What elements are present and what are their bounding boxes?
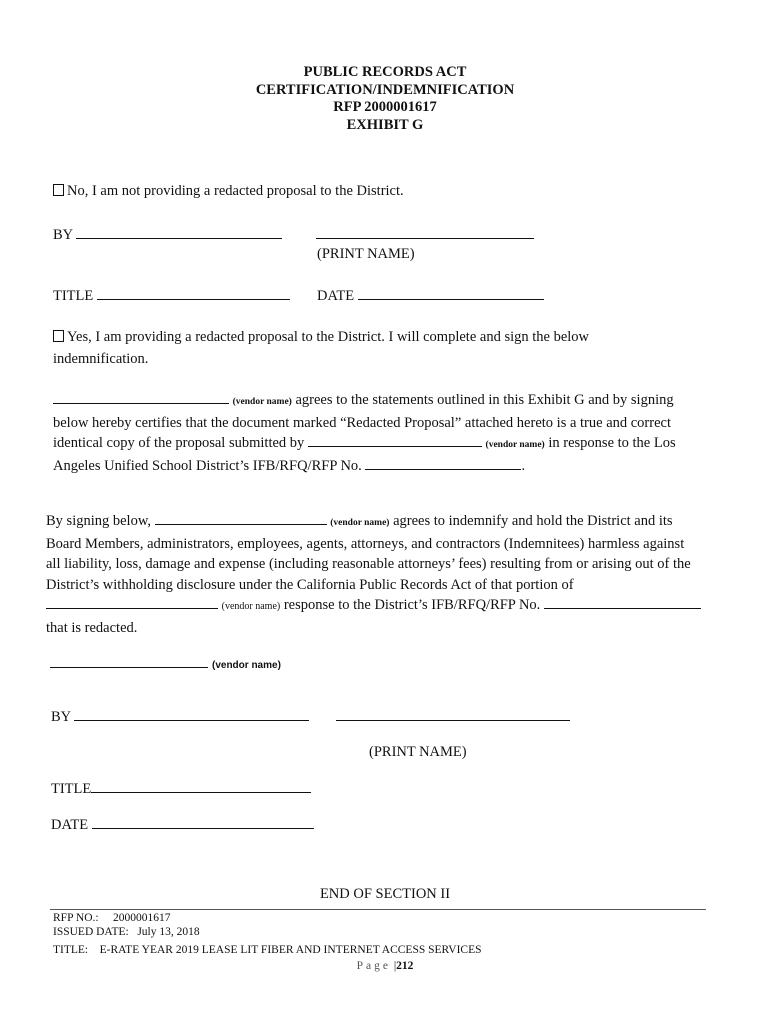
vendor-name-hint: (vendor name) — [221, 601, 281, 612]
option-yes-label: Yes, I am providing a redacted proposal to the District. I will complete and sign the below — [67, 329, 590, 345]
vendor-name-hint: (vendor name) — [232, 397, 292, 407]
sig-date-row — [51, 816, 314, 834]
title-line-4: EXHIBIT G — [346, 116, 424, 133]
title-line-2: CERTIFICATION/INDEMNIFICATION — [255, 81, 515, 98]
footer-issued-date: ISSUED DATE: July 13, 2018 — [53, 926, 200, 938]
title-line-3: RFP 2000001617 — [333, 99, 437, 115]
no-title-row — [53, 287, 290, 305]
indemnification-line-1-post: agrees to indemnify and hold the District and its — [393, 513, 673, 529]
no-redaction-checkbox[interactable] — [53, 184, 64, 196]
option-no — [53, 183, 404, 200]
rfp-number-line[interactable] — [365, 457, 521, 470]
footer-divider — [50, 909, 706, 910]
indemnification-line-3: all liability, loss, damage and expense (including reasonable attorneys’ fees) resulting from or arising out of the — [46, 556, 691, 572]
page-number-value: 212 — [396, 960, 414, 972]
title-label: TITLE — [53, 288, 94, 304]
certification-line-4-pre: Angeles Unified School District’s IFB/RFQ/RFP No. — [53, 457, 362, 474]
document-title — [0, 64, 770, 134]
vendor-signature-row — [50, 655, 281, 673]
print-name-line[interactable] — [336, 708, 570, 721]
date-label: DATE — [51, 817, 89, 833]
by-label: BY — [53, 227, 73, 243]
indemnification-line-6: that is redacted. — [46, 619, 138, 636]
indemnification-line-4: District’s withholding disclosure under the California Public Records Act of that portion of — [46, 576, 574, 593]
certification-line-3-post: in response to the Los — [548, 435, 676, 451]
title-label: TITLE — [51, 781, 92, 797]
vendor-name-line[interactable] — [50, 655, 208, 668]
option-yes — [53, 329, 589, 346]
sig-print-name-line-wrap — [336, 708, 570, 726]
vendor-name-line[interactable] — [308, 434, 482, 447]
no-by-row — [53, 226, 282, 244]
indemnification-line-1-pre: By signing below, — [46, 513, 151, 529]
title-line[interactable] — [91, 780, 311, 793]
by-signature-line[interactable] — [76, 226, 282, 239]
date-line[interactable] — [92, 816, 314, 829]
vendor-name-hint: (vendor name) — [330, 518, 390, 528]
print-name-label: (PRINT NAME) — [369, 744, 467, 760]
vendor-name-line[interactable] — [155, 512, 327, 525]
page-number — [0, 960, 770, 972]
print-name-line[interactable] — [316, 226, 534, 239]
page-separator: | — [393, 960, 397, 972]
vendor-name-hint: (vendor name) — [485, 440, 545, 450]
option-yes-label-cont: indemnification. — [53, 351, 149, 367]
certification-line-1: agrees to the statements outlined in this Exhibit G and by signing — [295, 392, 674, 408]
certification-paragraph — [53, 390, 676, 476]
end-of-section: END OF SECTION II — [319, 886, 451, 902]
date-label: DATE — [317, 288, 355, 304]
indemnification-line-2: Board Members, administrators, employees, agents, attorneys, and contractors (Indemnitees) harmless against — [46, 535, 685, 552]
title-line[interactable] — [97, 287, 290, 300]
vendor-name-line[interactable] — [46, 596, 218, 609]
vendor-name-line[interactable] — [53, 391, 229, 404]
page-word: Page — [356, 960, 391, 972]
date-line[interactable] — [358, 287, 544, 300]
by-signature-line[interactable] — [74, 708, 309, 721]
option-no-label: No, I am not providing a redacted proposal to the District. — [67, 183, 404, 199]
footer-rfp-no: RFP NO.: 2000001617 — [53, 912, 171, 924]
vendor-name-hint: (vendor name) — [212, 660, 281, 671]
yes-redaction-checkbox[interactable] — [53, 330, 64, 342]
indemnification-line-5: response to the District’s IFB/RFQ/RFP No. — [283, 597, 541, 613]
certification-line-2: below hereby certifies that the document marked “Redacted Proposal” attached hereto is a true and correct — [53, 414, 671, 431]
rfp-number-line[interactable] — [544, 596, 701, 609]
period: . — [521, 457, 526, 474]
indemnification-paragraph — [46, 511, 701, 638]
by-label: BY — [51, 709, 71, 725]
footer-title: TITLE: E-RATE YEAR 2019 LEASE LIT FIBER AND INTERNET ACCESS SERVICES — [53, 944, 482, 956]
no-print-name-line-wrap — [316, 226, 534, 244]
sig-by-row — [51, 708, 309, 726]
footer — [53, 911, 482, 957]
print-name-label: (PRINT NAME) — [317, 246, 415, 262]
sig-title-row — [51, 780, 311, 798]
title-line-1: PUBLIC RECORDS ACT — [303, 64, 467, 80]
certification-line-3-pre: identical copy of the proposal submitted by — [53, 435, 305, 451]
no-date-row — [317, 287, 544, 305]
